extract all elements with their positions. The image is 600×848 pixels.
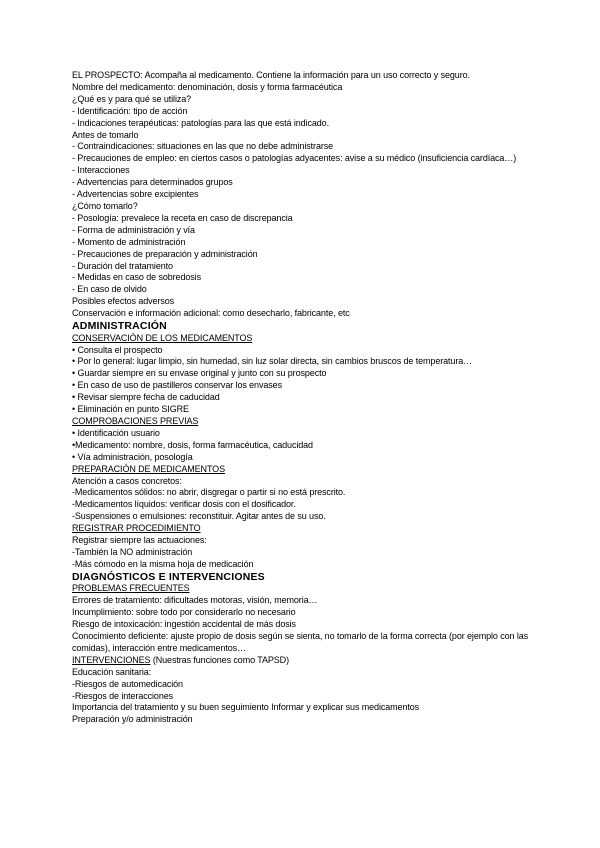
section-heading (72, 320, 552, 333)
line-text: PROBLEMAS FRECUENTES (72, 583, 190, 594)
text-line (72, 714, 552, 726)
text-line (72, 559, 552, 571)
text-line (72, 487, 552, 499)
line-text: - Posología: prevalece la receta en caso de discrepancia (72, 212, 293, 223)
text-line (72, 428, 552, 440)
text-line (72, 535, 552, 547)
text-line (72, 261, 552, 273)
line-text: REGISTRAR PROCEDIMIENTO (72, 523, 201, 534)
line-text: • Vía administración, posología (72, 451, 193, 462)
subsection-heading (72, 583, 552, 595)
line-text: Conservación e información adicional: como desecharlo, fabricante, etc (72, 308, 350, 319)
text-line (72, 679, 552, 691)
line-text: Nombre del medicamento: denominación, dosis y forma farmacéutica (72, 81, 343, 92)
line-text: CONSERVACIÓN DE LOS MEDICAMENTOS (72, 332, 253, 343)
text-line (72, 130, 552, 142)
line-text: -También la NO administración (72, 546, 193, 557)
line-text: Posibles efectos adversos (72, 296, 175, 307)
text-line (72, 631, 552, 655)
line-text: • En caso de uso de pastilleros conservar los envases (72, 380, 282, 391)
text-line (72, 308, 552, 320)
line-text: - En caso de olvido (72, 284, 147, 295)
line-text: PREPARACIÓN DE MEDICAMENTOS (72, 463, 225, 474)
line-text: -Riesgos de interacciones (72, 690, 174, 701)
line-text: ¿Cómo tomarlo? (72, 200, 138, 211)
text-line (72, 702, 552, 714)
line-text: ¿Qué es y para qué se utiliza? (72, 93, 192, 104)
text-line (72, 201, 552, 213)
text-line (72, 691, 552, 703)
line-text: - Forma de administración y vía (72, 224, 195, 235)
text-line (72, 392, 552, 404)
text-line (72, 595, 552, 607)
line-text: • Guardar siempre en su envase original y junto con su prospecto (72, 368, 327, 379)
line-text: - Identificación: tipo de acción (72, 105, 188, 116)
line-text: Preparación y/o administración (72, 714, 193, 725)
text-line (72, 189, 552, 201)
text-line (72, 368, 552, 380)
text-line (72, 667, 552, 679)
text-line (72, 440, 552, 452)
text-line (72, 511, 552, 523)
subsection-heading (72, 523, 552, 535)
text-line (72, 284, 552, 296)
text-line (72, 213, 552, 225)
line-text: - Duración del tratamiento (72, 260, 173, 271)
line-text: - Momento de administración (72, 236, 186, 247)
line-text: Errores de tratamiento: dificultades motoras, visión, memoria… (72, 595, 318, 606)
text-line (72, 82, 552, 94)
line-text: Atención a casos concretos: (72, 475, 182, 486)
text-line (72, 106, 552, 118)
line-text: - Medidas en caso de sobredosis (72, 272, 201, 283)
line-text: - Precauciones de preparación y administración (72, 248, 258, 259)
text-line (72, 476, 552, 488)
text-line (72, 296, 552, 308)
line-text: DIAGNÓSTICOS E INTERVENCIONES (72, 570, 265, 583)
text-line (72, 165, 552, 177)
line-text: - Advertencias sobre excipientes (72, 189, 199, 200)
text-line (72, 272, 552, 284)
line-suffix: (Nuestras funciones como TAPSD) (150, 654, 289, 665)
line-text: Importancia del tratamiento y su buen seguimiento Informar y explicar sus medicamentos (72, 702, 420, 713)
line-text: -Medicamentos líquidos: verificar dosis con el dosificador. (72, 499, 296, 510)
subsection-heading (72, 464, 552, 476)
line-text: ADMINISTRACIÓN (72, 320, 167, 333)
line-text: EL PROSPECTO: Acompaña al medicamento. Contiene la información para un uso correcto y seguro. (72, 70, 470, 80)
text-line (72, 237, 552, 249)
text-line (72, 380, 552, 392)
line-text: -Más cómodo en la misma hoja de medicación (72, 558, 254, 569)
line-text: Registrar siempre las actuaciones: (72, 535, 207, 546)
text-line (72, 249, 552, 261)
line-text: -Medicamentos sólidos: no abrir, disgregar o partir si no está prescrito. (72, 487, 346, 498)
text-line (72, 547, 552, 559)
text-line (72, 356, 552, 368)
line-text: Riesgo de intoxicación: ingestión accidental de más dosis (72, 619, 296, 630)
line-text: Antes de tomarlo (72, 129, 139, 140)
text-line (72, 70, 552, 82)
text-line (72, 404, 552, 416)
line-text: Educación sanitaria: (72, 666, 152, 677)
document-page (72, 70, 552, 726)
text-line (72, 94, 552, 106)
line-text: -Riesgos de automedicación (72, 678, 183, 689)
text-line (72, 607, 552, 619)
line-text: • Por lo general: lugar limpio, sin humedad, sin luz solar directa, sin cambios bruscos de temperatura… (72, 356, 473, 367)
line-text: • Eliminación en punto SIGRE (72, 404, 189, 415)
text-line (72, 345, 552, 357)
subsection-heading (72, 333, 552, 345)
line-text: - Advertencias para determinados grupos (72, 177, 233, 188)
text-line (72, 452, 552, 464)
text-line (72, 225, 552, 237)
line-text: - Interacciones (72, 165, 130, 176)
line-text: -Suspensiones o emulsiones: reconstituir. Agitar antes de su uso. (72, 511, 326, 522)
line-text: - Contraindicaciones: situaciones en las que no debe administrarse (72, 141, 334, 152)
line-text: Incumplimiento: sobre todo por considerarlo no necesario (72, 607, 296, 618)
line-text: • Consulta el prospecto (72, 344, 163, 355)
line-text: COMPROBACIONES PREVIAS (72, 415, 199, 426)
line-text: INTERVENCIONES (72, 654, 151, 665)
text-line (72, 141, 552, 153)
text-line (72, 153, 552, 165)
text-line (72, 499, 552, 511)
text-line (72, 177, 552, 189)
line-text: • Identificación usuario (72, 427, 160, 438)
subsection-heading (72, 655, 552, 667)
line-text: - Precauciones de empleo: en ciertos casos o patologías adyacentes: avise a su médico (insuficiencia cardíaca…) (72, 153, 517, 164)
text-line (72, 118, 552, 130)
line-text: •Medicamento: nombre, dosis, forma farmacéutica, caducidad (72, 439, 313, 450)
text-line (72, 619, 552, 631)
line-text: • Revisar siempre fecha de caducidad (72, 392, 220, 403)
subsection-heading (72, 416, 552, 428)
section-heading (72, 571, 552, 584)
line-text: - Indicaciones terapéuticas: patologías para las que está indicado. (72, 117, 329, 128)
line-text: Conocimiento deficiente: ajuste propio de dosis según se sienta, no tomarlo de la forma correcta (por ejemplo con las comidas), interacción entre medicamentos… (72, 630, 529, 653)
